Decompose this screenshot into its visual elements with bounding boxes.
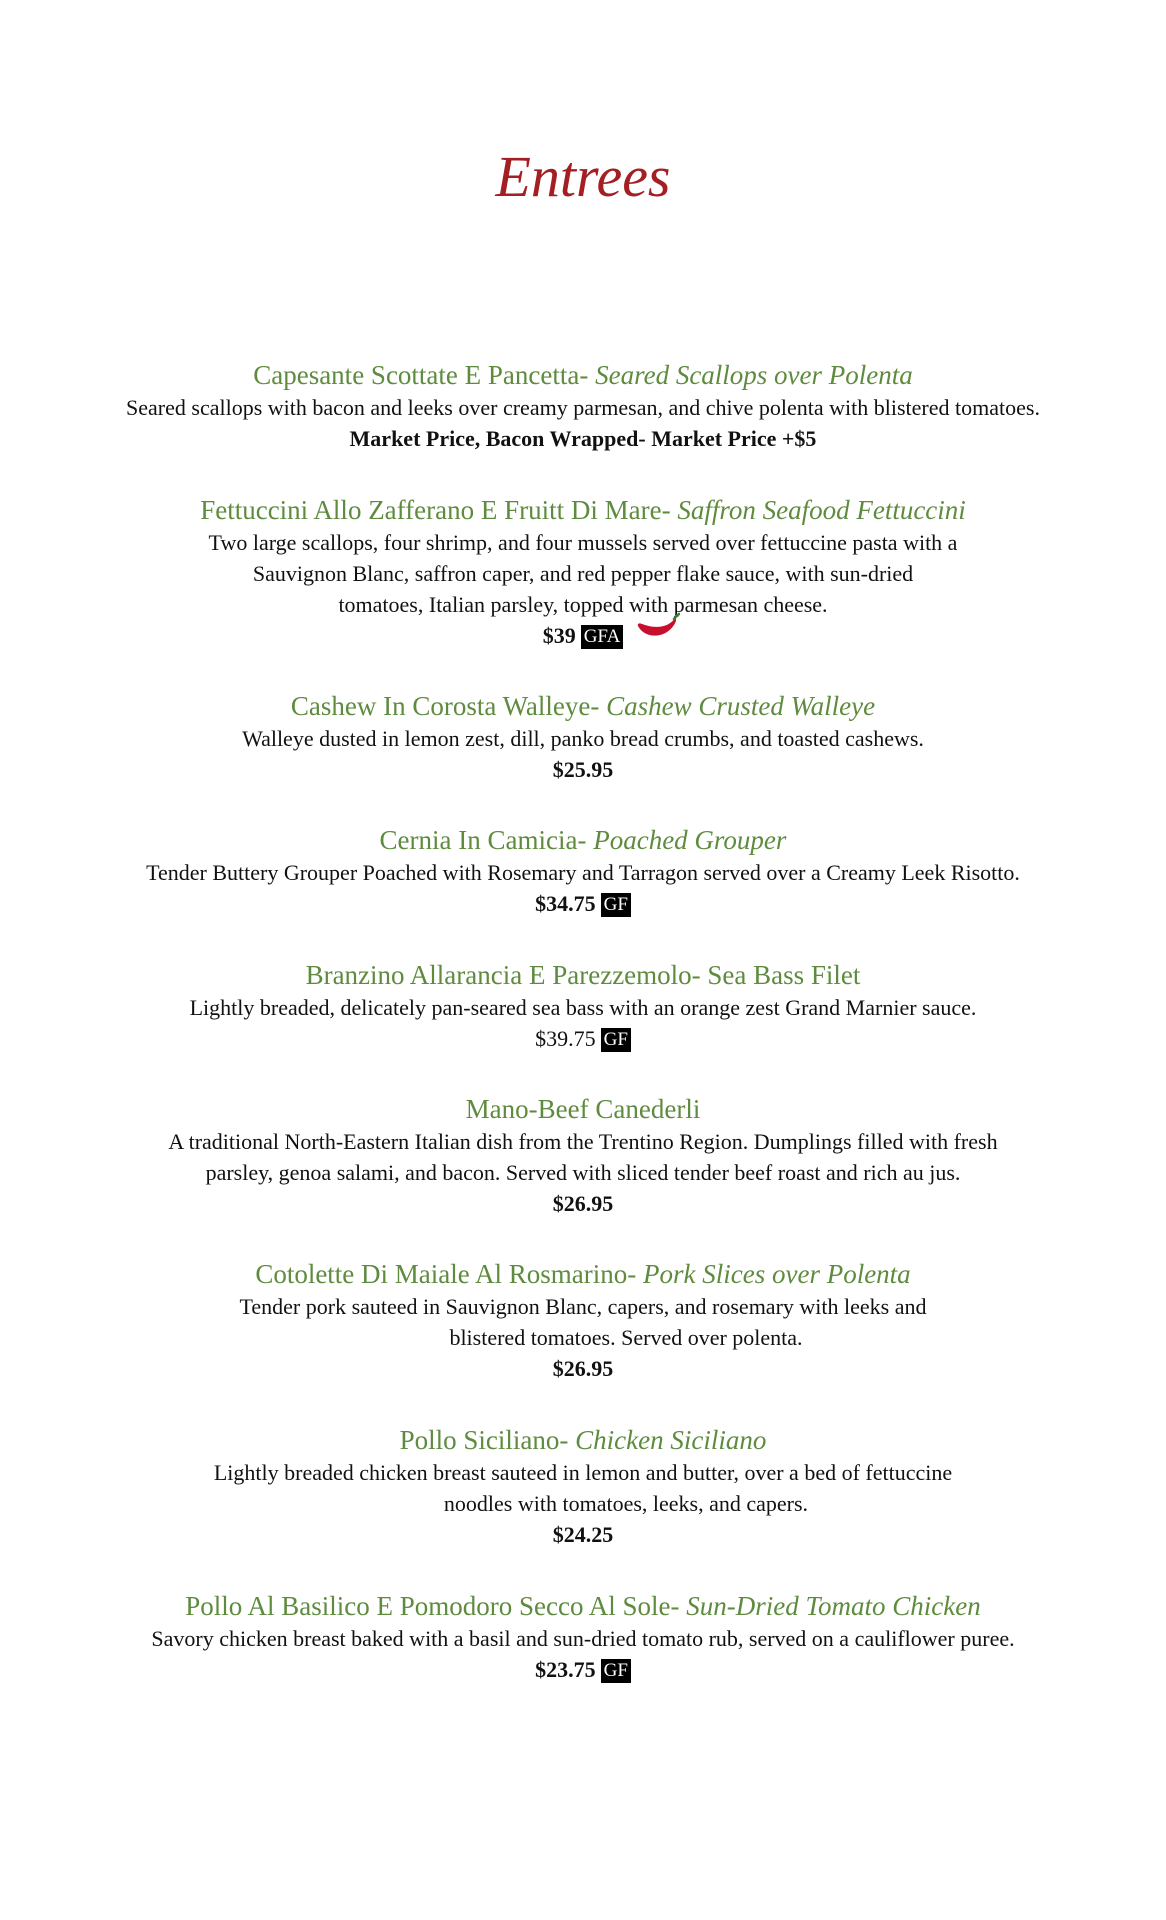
- item-description-line: blistered tomatoes. Served over polenta.: [449, 1325, 803, 1350]
- item-name: [0, 1423, 1166, 1457]
- item-price-value: Market Price, Bacon Wrapped- Market Price +$5: [349, 426, 817, 451]
- page-title: Entrees: [495, 144, 671, 209]
- item-price: [0, 1654, 1166, 1686]
- item-description-line: Savory chicken breast baked with a basil and sun-dried tomato rub, served on a cauliflower puree.: [151, 1626, 1015, 1651]
- gf-badge: GF: [601, 1659, 631, 1683]
- item-name-english: Seared Scallops over Polenta: [595, 360, 913, 390]
- item-name-english: Saffron Seafood Fettuccini: [677, 495, 966, 525]
- item-description-line: tomatoes, Italian parsley, topped with parmesan cheese.: [338, 592, 828, 617]
- item-price-value: $23.75: [535, 1657, 596, 1682]
- item-name: [0, 958, 1166, 992]
- item-price-value: $34.75: [535, 891, 596, 916]
- item-name-english: Pork Slices over Polenta: [643, 1259, 911, 1289]
- item-price: [0, 754, 1166, 786]
- item-price: [0, 1023, 1166, 1055]
- item-name-italian: Branzino Allarancia E Parezzemolo- Sea Bass Filet: [305, 960, 861, 990]
- menu-item-cashew-walleye: [0, 689, 1166, 786]
- item-name: [0, 358, 1166, 392]
- item-description: [0, 992, 1166, 1023]
- item-description-line: Seared scallops with bacon and leeks over creamy parmesan, and chive polenta with blistered tomatoes.: [126, 395, 1040, 420]
- item-description-line: parsley, genoa salami, and bacon. Served with sliced tender beef roast and rich au jus.: [205, 1160, 961, 1185]
- gf-badge: GF: [601, 1028, 631, 1052]
- item-description: [0, 1457, 1166, 1519]
- item-name-english: Sun-Dried Tomato Chicken: [686, 1591, 981, 1621]
- menu-item-cotolette: [0, 1257, 1166, 1385]
- item-price: [0, 1519, 1166, 1551]
- item-description: [0, 1623, 1166, 1654]
- item-description: [0, 857, 1166, 888]
- item-name: [0, 1257, 1166, 1291]
- item-name: [0, 1092, 1166, 1126]
- item-description-line: Tender Buttery Grouper Poached with Rosemary and Tarragon served over a Creamy Leek Risotto.: [146, 860, 1020, 885]
- item-price: [0, 620, 1166, 652]
- item-description-line: Tender pork sauteed in Sauvignon Blanc, capers, and rosemary with leeks and: [239, 1294, 927, 1319]
- item-name-italian: Mano-Beef Canederli: [465, 1094, 701, 1124]
- menu-item-fettuccini: [0, 493, 1166, 652]
- item-description: [0, 527, 1166, 620]
- item-name-italian: Pollo Al Basilico E Pomodoro Secco Al Sole-: [185, 1591, 687, 1621]
- item-description-line: Lightly breaded, delicately pan-seared sea bass with an orange zest Grand Marnier sauce.: [189, 995, 977, 1020]
- item-description-line: noodles with tomatoes, leeks, and capers.: [443, 1491, 809, 1516]
- item-description-line: A traditional North-Eastern Italian dish from the Trentino Region. Dumplings filled with fresh: [168, 1129, 998, 1154]
- menu-item-branzino: [0, 958, 1166, 1055]
- item-price: [0, 1188, 1166, 1220]
- menu-item-pollo-basilico: [0, 1589, 1166, 1686]
- item-name-italian: Fettuccini Allo Zafferano E Fruitt Di Mare-: [200, 495, 678, 525]
- item-description-line: Two large scallops, four shrimp, and four mussels served over fettuccine pasta with a: [208, 530, 958, 555]
- item-price-value: $39.75: [535, 1026, 596, 1051]
- item-description-line: Sauvignon Blanc, saffron caper, and red pepper flake sauce, with sun-dried: [252, 561, 914, 586]
- item-name-english: Cashew Crusted Walleye: [606, 691, 876, 721]
- item-name: [0, 1589, 1166, 1623]
- item-description: [0, 392, 1166, 423]
- menu-item-pollo-siciliano: [0, 1423, 1166, 1551]
- item-name: [0, 823, 1166, 857]
- item-price-value: $26.95: [552, 1191, 614, 1216]
- menu-item-canederli: [0, 1092, 1166, 1220]
- item-description: [0, 1126, 1166, 1188]
- item-name-english: Chicken Siciliano: [575, 1425, 767, 1455]
- item-description: [0, 1291, 1166, 1353]
- item-price: [0, 888, 1166, 920]
- item-name: [0, 689, 1166, 723]
- item-description-line: Lightly breaded chicken breast sauteed in lemon and butter, over a bed of fettuccine: [213, 1460, 953, 1485]
- chili-pepper-icon: [634, 612, 680, 642]
- item-name-italian: Cotolette Di Maiale Al Rosmarino-: [255, 1259, 644, 1289]
- item-price: [0, 1353, 1166, 1385]
- item-description: [0, 723, 1166, 754]
- item-name-italian: Capesante Scottate E Pancetta-: [253, 360, 596, 390]
- gfa-badge: GFA: [581, 625, 624, 649]
- gf-badge: GF: [601, 893, 631, 917]
- item-name-italian: Cernia In Camicia-: [379, 825, 594, 855]
- item-price-value: $39: [542, 623, 576, 648]
- item-name-english: Poached Grouper: [593, 825, 787, 855]
- item-name-italian: Cashew In Corosta Walleye-: [290, 691, 607, 721]
- item-name-italian: Pollo Siciliano-: [399, 1425, 576, 1455]
- item-name: [0, 493, 1166, 527]
- item-price: [0, 423, 1166, 455]
- menu-item-cernia: [0, 823, 1166, 920]
- item-description-line: Walleye dusted in lemon zest, dill, panko bread crumbs, and toasted cashews.: [242, 726, 924, 751]
- item-price-value: $24.25: [552, 1522, 614, 1547]
- item-price-value: $25.95: [552, 757, 614, 782]
- item-price-value: $26.95: [552, 1356, 614, 1381]
- menu-item-capesante: [0, 358, 1166, 455]
